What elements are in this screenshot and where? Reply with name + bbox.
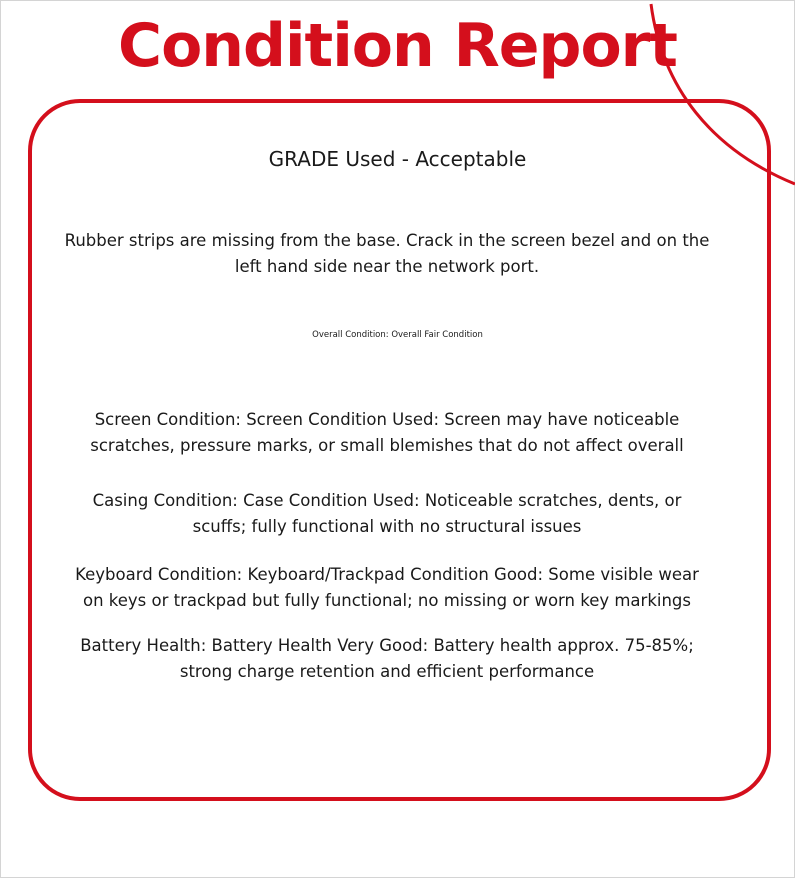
screen-condition: Screen Condition: Screen Condition Used: Screen may have noticeable scratches, pressure marks, or small blemishes that do not affect overall	[90, 410, 684, 455]
page-title: Condition Report	[118, 11, 677, 81]
grade-label: GRADE Used - Acceptable	[268, 147, 527, 171]
condition-notes: Rubber strips are missing from the base. Crack in the screen bezel and on the left hand side near the network port.	[64, 231, 710, 276]
overall-condition: Overall Condition: Overall Fair Condition	[312, 330, 483, 340]
battery-health: Battery Health: Battery Health Very Good: Battery health approx. 75-85%; strong charge retention and efficient performance	[80, 636, 694, 681]
keyboard-condition: Keyboard Condition: Keyboard/Trackpad Condition Good: Some visible wear on keys or trackpad but fully functional; no missing or worn key markings	[75, 565, 699, 610]
casing-condition: Casing Condition: Case Condition Used: Noticeable scratches, dents, or scuffs; fully functional with no structural issues	[92, 491, 682, 536]
